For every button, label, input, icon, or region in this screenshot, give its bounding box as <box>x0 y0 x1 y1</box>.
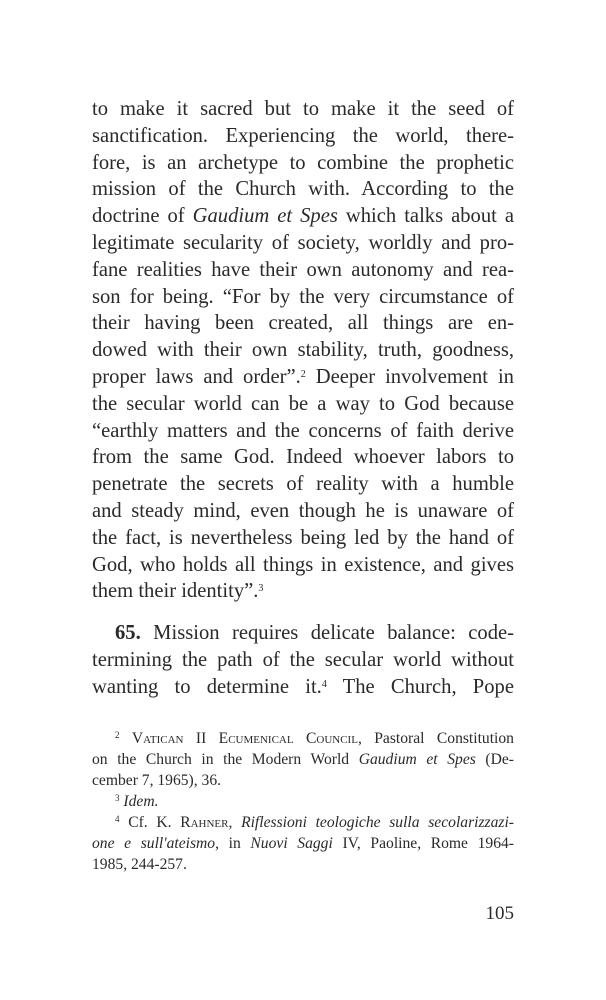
footnote-line: cember 7, 1965), 36. <box>92 772 222 789</box>
footnote-author: Vatican II Ecumenical Council <box>131 730 358 747</box>
italic-title: Idem. <box>123 793 159 810</box>
text-line: from the same God. Indeed whoever labors to <box>92 446 514 469</box>
text-line: mission of the Church with. According to the <box>92 178 514 201</box>
text-fragment: The Church, Pope <box>326 675 514 698</box>
text-line: “earthly matters and the concerns of faith derive <box>92 419 514 442</box>
text-line: the fact, is nevertheless being led by the hand of <box>92 526 514 549</box>
text-fragment: which talks about a <box>337 205 514 228</box>
footnote-line <box>92 749 514 770</box>
text-line: fore, is an archetype to combine the prophetic <box>92 151 514 174</box>
footnote-author: Rahner <box>180 814 229 831</box>
italic-title: one e sull'ateismo <box>92 835 216 852</box>
text-fragment: proper laws and order”. <box>92 365 301 388</box>
text-line: and steady mind, even though he is unaware of <box>92 499 514 522</box>
text-line: son for being. “For by the very circumstance of <box>92 285 514 308</box>
text-fragment: Cf. K. <box>128 814 181 831</box>
text-line: legitimate secularity of society, worldly and pro- <box>92 231 514 254</box>
footnote-ref-4[interactable]: 4 <box>321 678 327 690</box>
text-fragment: , in <box>215 835 251 852</box>
text-line: dowed with their own stability, truth, goodness, <box>92 339 514 362</box>
footnote-line <box>92 728 514 749</box>
text-line <box>92 578 514 605</box>
text-fragment: , <box>228 814 242 831</box>
text-line <box>92 364 514 391</box>
footnote-2 <box>92 728 514 791</box>
text-fragment: on the Church in the Modern World <box>92 751 359 768</box>
paragraph-65 <box>92 620 514 700</box>
italic-title: Gaudium et Spes <box>192 205 338 228</box>
text-fragment: them their identity”. <box>92 580 259 603</box>
footnote-ref-2[interactable]: 2 <box>300 368 306 380</box>
text-line: fane realities have their own autonomy and rea- <box>92 258 514 281</box>
text-fragment: (De- <box>475 751 514 768</box>
text-line: termining the path of the secular world without <box>92 648 514 671</box>
text-fragment: Mission requires delicate balance: code- <box>140 622 514 645</box>
page-number: 105 <box>485 903 514 924</box>
footnote-line <box>92 833 514 854</box>
page-body <box>92 96 514 701</box>
text-line: the secular world can be a way to God because <box>92 392 514 415</box>
text-line: sanctification. Experiencing the world, there- <box>92 124 514 147</box>
footnote-marker: 4 <box>115 814 120 824</box>
footnote-line: 1985, 244-257. <box>92 856 187 873</box>
footnote-line <box>92 812 514 833</box>
text-fragment: Deeper involvement in <box>305 365 514 388</box>
text-fragment: wanting to determine it. <box>92 675 322 698</box>
text-line <box>92 203 514 230</box>
text-line: their having been created, all things are en- <box>92 312 514 335</box>
text-fragment: doctrine of <box>92 205 193 228</box>
text-line <box>92 674 514 701</box>
footnotes <box>92 728 514 875</box>
paragraph-number: 65. <box>115 622 141 645</box>
footnote-marker: 2 <box>115 730 120 740</box>
footnote-3 <box>92 791 514 812</box>
footnote-ref-3[interactable]: 3 <box>258 583 264 595</box>
footnote-line <box>92 791 514 812</box>
text-fragment: , Pastoral Constitution <box>357 730 514 747</box>
paragraph-64-continued <box>92 96 514 605</box>
text-line: to make it sacred but to make it the seed of <box>92 98 514 120</box>
italic-title: Riflessioni teologiche sulla secolarizzazi- <box>241 814 514 831</box>
main-text <box>92 96 514 701</box>
text-fragment: IV, Paoline, Rome 1964- <box>332 835 515 852</box>
text-line: God, who holds all things in existence, and gives <box>92 553 514 576</box>
footnote-marker: 3 <box>115 793 120 803</box>
footnote-4 <box>92 812 514 875</box>
italic-title: Nuovi Saggi <box>250 835 333 852</box>
text-line <box>92 620 514 647</box>
text-line: penetrate the secrets of reality with a humble <box>92 473 514 496</box>
italic-title: Gaudium et Spes <box>358 751 476 768</box>
